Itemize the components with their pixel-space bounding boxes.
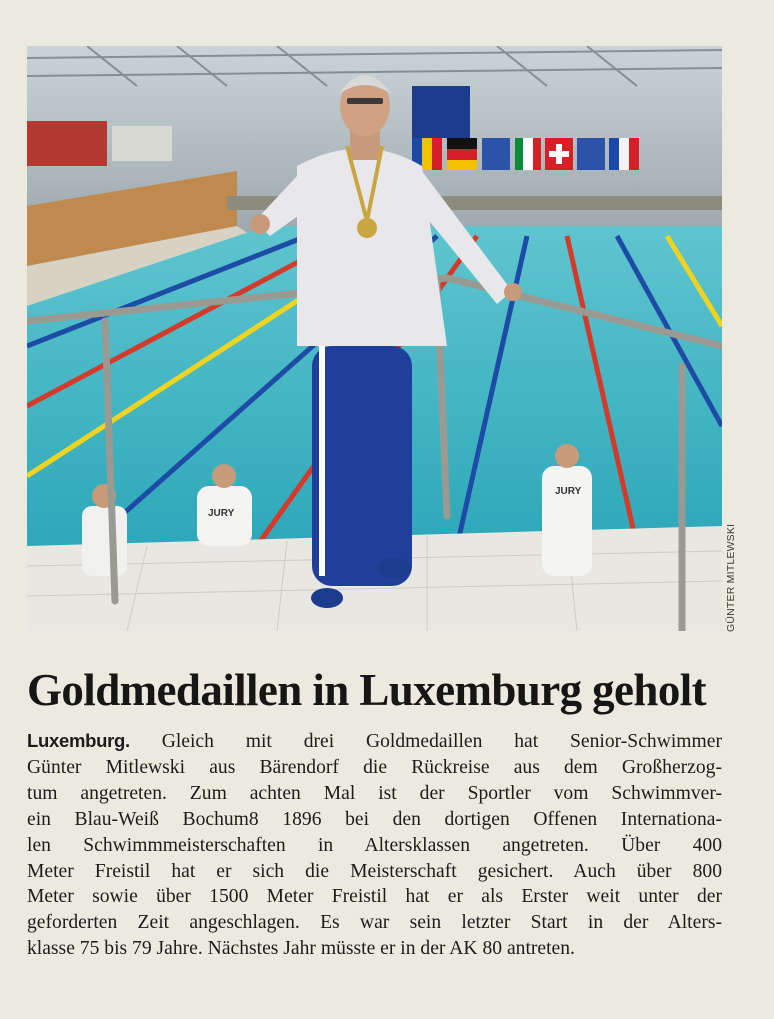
photo-credit: GÜNTER MITLEWSKI	[725, 523, 737, 632]
article-line: tum angetreten. Zum achten Mal ist der Sportler vom Schwimmver-	[27, 782, 722, 804]
article-line: Meter sowie über 1500 Meter Freistil hat er als Erster weit unter der	[27, 886, 722, 908]
dateline: Luxemburg.	[27, 730, 130, 751]
article-line: Luxemburg. Gleich mit drei Goldmedaillen hat Senior-Schwimmer	[27, 730, 722, 752]
article-line: len Schwimmmeisterschaften in Altersklassen angetreten. Über 400	[27, 834, 722, 856]
article-line: ein Blau-Weiß Bochum8 1896 bei den dortigen Offenen Internationa-	[27, 808, 722, 830]
article-line: klasse 75 bis 79 Jahre. Nächstes Jahr müsste er in der AK 80 antreten.	[27, 938, 575, 960]
article-photo	[27, 46, 722, 631]
article-line: Meter Freistil hat er sich die Meisterschaft gesichert. Auch über 800	[27, 860, 722, 882]
headline: Goldmedaillen in Luxemburg geholt	[27, 665, 707, 715]
article-line: Günter Mitlewski aus Bärendorf die Rückreise aus dem Großherzog-	[27, 756, 722, 778]
jury-label-left: JURY	[208, 508, 235, 519]
jury-label-right: JURY	[555, 486, 582, 497]
article-body	[27, 728, 722, 962]
article-line: geforderten Zeit angeschlagen. Es war sein letzter Start in der Alters-	[27, 912, 722, 934]
